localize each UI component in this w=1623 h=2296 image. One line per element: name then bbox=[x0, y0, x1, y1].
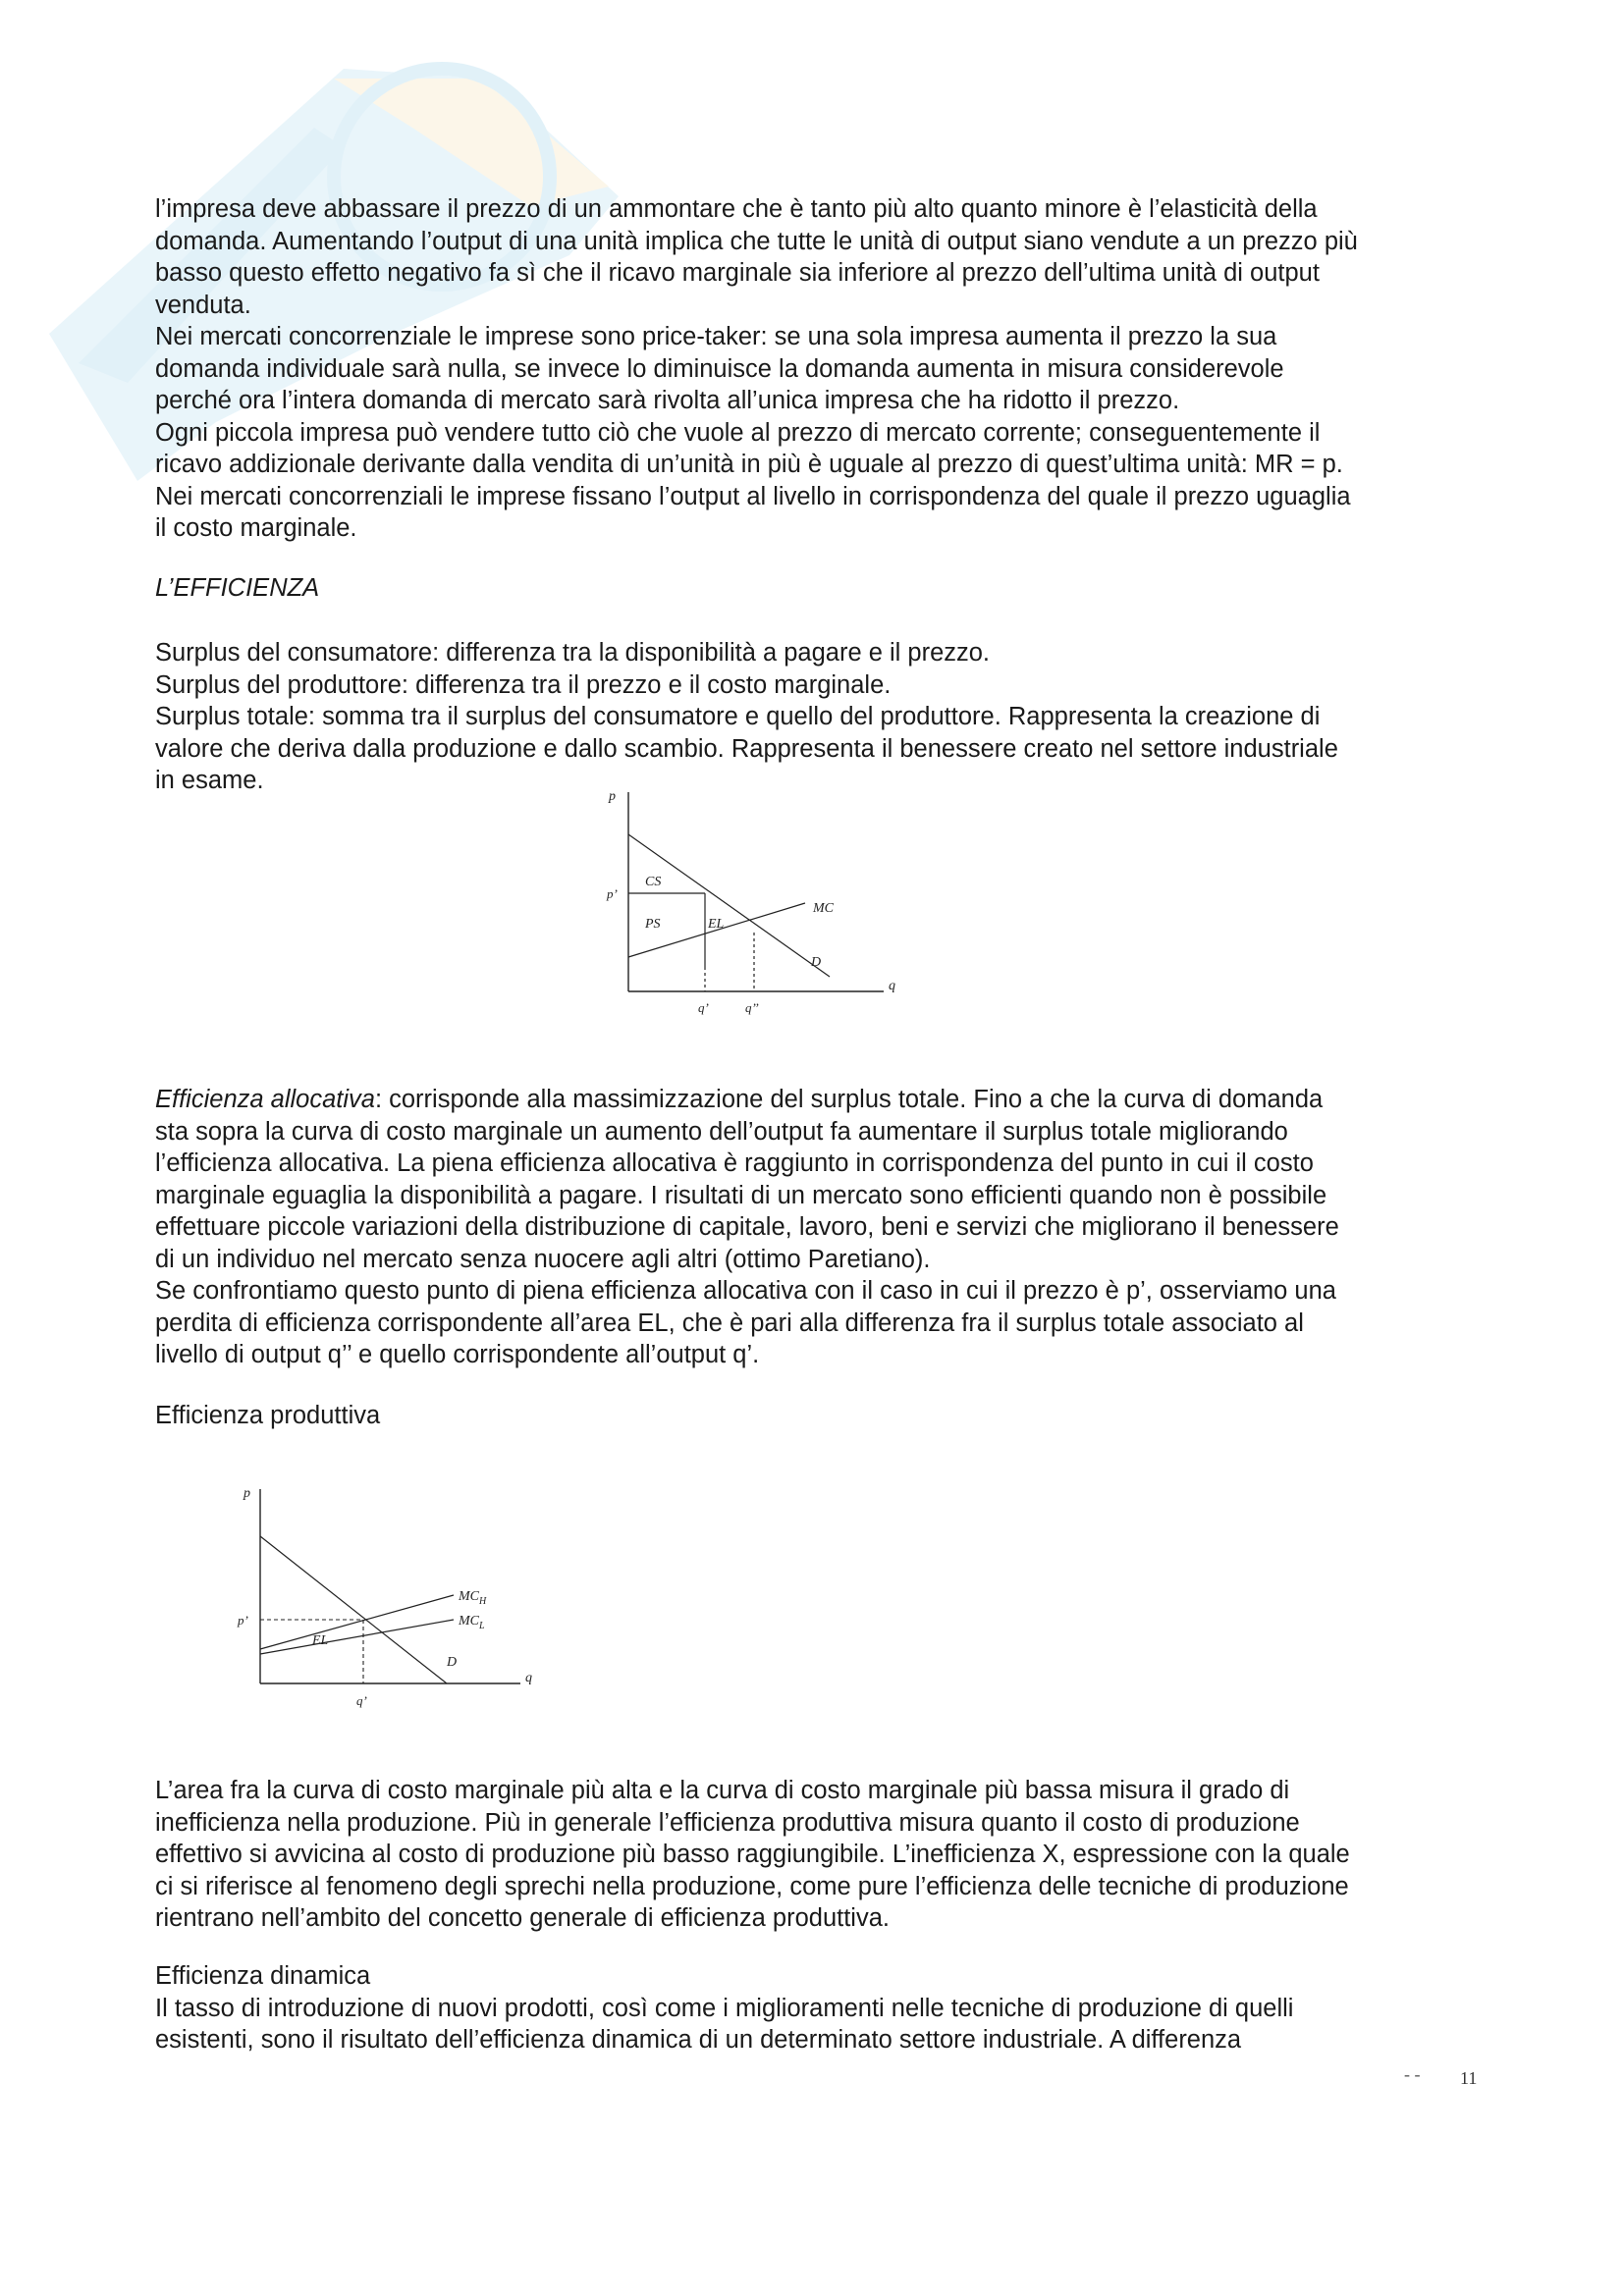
text-line: valore che deriva dalla produzione e dallo scambio. Rappresenta il benessere creato nel settore industriale bbox=[155, 734, 1338, 763]
figure1-x-label: q bbox=[889, 979, 895, 993]
text-line: effettivo si avvicina al costo di produzione più basso raggiungibile. L’inefficienza X, espressione con la quale bbox=[155, 1841, 1350, 1868]
figure1-price-label: p’ bbox=[607, 886, 618, 901]
text-line: di un individuo nel mercato senza nuocere agli altri (ottimo Paretiano). bbox=[155, 1245, 931, 1273]
text-line: il costo marginale. bbox=[155, 514, 357, 542]
mcl-label: $MC_L$ bbox=[459, 1614, 485, 1631]
text-line: domanda individuale sarà nulla, se invece lo diminuisce la domanda aumenta in misura considerevole bbox=[155, 354, 1284, 383]
text-line: Se confrontiamo questo punto di piena efficienza allocativa con il caso in cui il prezzo è p’, osserviamo una bbox=[155, 1277, 1336, 1305]
page-dots: - - bbox=[1404, 2064, 1421, 2084]
dinamica-heading: Efficienza dinamica bbox=[155, 1962, 371, 1990]
text-line: Ogni piccola impresa può vendere tutto ciò che vuole al prezzo di mercato corrente; conseguentemente il bbox=[155, 418, 1321, 447]
text-line: Nei mercati concorrenziale le imprese sono price-taker: se una sola impresa aumenta il prezzo la sua bbox=[155, 323, 1277, 350]
text-line: livello di output q’’ e quello corrispondente all’output q’. bbox=[155, 1341, 760, 1368]
text-line: sta sopra la curva di costo marginale un aumento dell’output fa aumentare il surplus totale migliorando bbox=[155, 1117, 1288, 1146]
d-label: D bbox=[811, 955, 822, 970]
figure2-x-label: q bbox=[525, 1671, 532, 1685]
text-line: Surplus del produttore: differenza tra il prezzo e il costo marginale. bbox=[155, 670, 892, 699]
text-line: Il tasso di introduzione di nuovi prodotti, così come i miglioramenti nelle tecniche di produzione di quelli bbox=[155, 1994, 1294, 2022]
demand-line bbox=[260, 1536, 447, 1683]
text-line: effettuare piccole variazioni della distribuzione di capitale, lavoro, beni e servizi che migliorano il benessere bbox=[155, 1213, 1339, 1241]
page-number: 11 bbox=[1460, 2068, 1478, 2088]
surplus-diagram bbox=[589, 780, 913, 1021]
mch-label: $MC_H$ bbox=[459, 1589, 487, 1607]
paragraph-block-5 bbox=[155, 1960, 1490, 2056]
text-line: ci si riferisce al fenomeno degli sprechi nella produzione, come pure l’efficienza delle tecniche di produzione bbox=[155, 1872, 1349, 1900]
produttiva-heading: Efficienza produttiva bbox=[155, 1402, 381, 1429]
q1-label: q’ bbox=[698, 1000, 709, 1015]
text-line: perdita di efficienza corrispondente all’area EL, che è pari alla differenza fra il surplus totale associato al bbox=[155, 1308, 1304, 1337]
figure1-y-label: p bbox=[609, 789, 616, 804]
ps-label: PS bbox=[645, 917, 661, 932]
paragraph-block-4 bbox=[155, 1775, 1490, 1935]
q2-label: q’’ bbox=[745, 1000, 759, 1015]
demand-line bbox=[628, 834, 830, 977]
section-heading: L’EFFICIENZA bbox=[155, 574, 320, 602]
text-line: Surplus totale: somma tra il surplus del consumatore e quello del produttore. Rappresenta la creazione di bbox=[155, 703, 1321, 730]
text-line: marginale eguaglia la disponibilità a pagare. I risultati di un mercato sono efficienti quando non è possibile bbox=[155, 1181, 1327, 1209]
el-label: EL bbox=[708, 917, 725, 932]
text-line: l’impresa deve abbassare il prezzo di un ammontare che è tanto più alto quanto minore è l’elasticità della bbox=[155, 195, 1318, 223]
text-line: ricavo addizionale derivante dalla vendita di un’unità in più è uguale al prezzo di quest’ultima unità: MR = p. bbox=[155, 451, 1343, 478]
text-line: esistenti, sono il risultato dell’efficienza dinamica di un determinato settore industriale. A differenza bbox=[155, 2026, 1242, 2054]
text-line: Nei mercati concorrenziali le imprese fissano l’output al livello in corrispondenza del quale il prezzo uguaglia bbox=[155, 482, 1351, 510]
text-line bbox=[155, 1084, 1490, 1116]
allocativa-rest: : corrisponde alla massimizzazione del surplus totale. Fino a che la curva di domanda bbox=[374, 1086, 1324, 1113]
paragraph-block-3 bbox=[155, 1084, 1490, 1371]
text-line: domanda. Aumentando l’output di una unità implica che tutte le unità di output siano vendute a un prezzo più bbox=[155, 227, 1358, 255]
figure2-price-label: p’ bbox=[238, 1613, 248, 1628]
mcl-line bbox=[260, 1620, 454, 1654]
text-line: rientrano nell’ambito del concetto generale di efficienza produttiva. bbox=[155, 1904, 890, 1932]
text-line: inefficienza nella produzione. Più in generale l’efficienza produttiva misura quanto il costo di produzione bbox=[155, 1808, 1300, 1837]
mc-label: MC bbox=[813, 901, 834, 916]
text-line: L’area fra la curva di costo marginale più alta e la curva di costo marginale più bassa misura il grado di bbox=[155, 1777, 1290, 1804]
text-line: basso questo effetto negativo fa sì che il ricavo marginale sia inferiore al prezzo dell’ultima unità di output bbox=[155, 259, 1320, 287]
text-line: l’efficienza allocativa. La piena efficienza allocativa è raggiunto in corrispondenza del punto in cui il costo bbox=[155, 1149, 1314, 1177]
allocativa-term: Efficienza allocativa bbox=[155, 1086, 375, 1113]
q-label: q’ bbox=[356, 1693, 367, 1708]
figure2-y-label: p bbox=[243, 1486, 250, 1501]
d-label: D bbox=[447, 1655, 458, 1670]
cs-label: CS bbox=[645, 875, 662, 889]
productive-efficiency-diagram bbox=[226, 1477, 550, 1718]
text-line: in esame. bbox=[155, 767, 264, 794]
text-line: perché ora l’intera domanda di mercato sarà rivolta all’unica impresa che ha ridotto il prezzo. bbox=[155, 387, 1180, 414]
text-line: venduta. bbox=[155, 291, 251, 319]
el-label: EL bbox=[312, 1633, 329, 1648]
paragraph-block-1 bbox=[155, 193, 1490, 545]
paragraph-block-2 bbox=[155, 637, 1490, 797]
text-line: Surplus del consumatore: differenza tra la disponibilità a pagare e il prezzo. bbox=[155, 639, 991, 667]
mch-line bbox=[260, 1595, 454, 1649]
